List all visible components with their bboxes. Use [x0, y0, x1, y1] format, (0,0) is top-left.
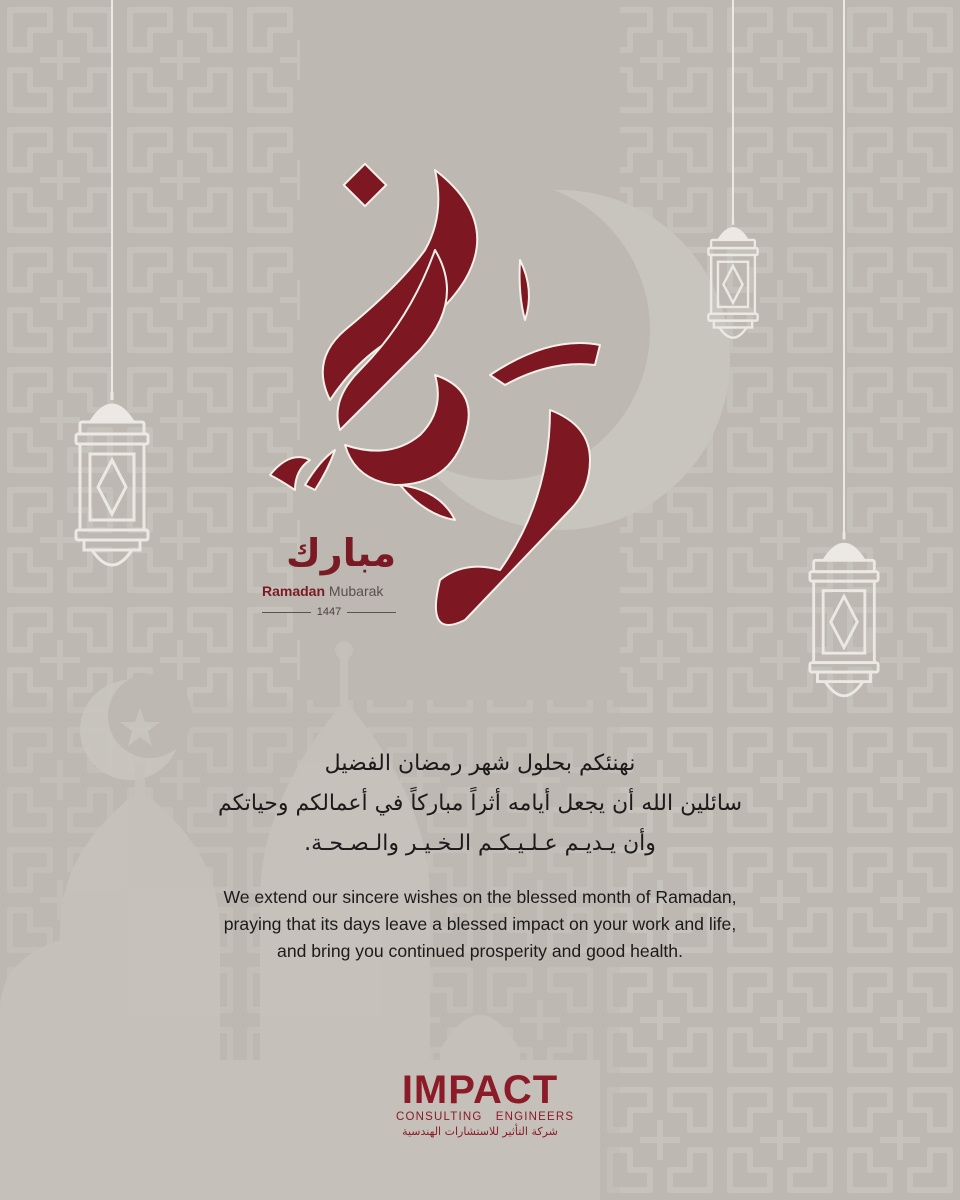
english-line: praying that its days leave a blessed impact on your work and life, [223, 914, 737, 934]
logo-arabic-name: شركة التأثير للاستشارات الهندسية [402, 1125, 558, 1138]
arabic-line: وأن يـديـم عـلـيـكـم الـخـيـر والـصـحـة. [304, 831, 656, 856]
lantern-string [111, 0, 113, 395]
logo-subtitle: CONSULTING ENGINEERS [396, 1111, 575, 1123]
arabic-message [160, 744, 800, 864]
year-label: 1447 [262, 606, 396, 618]
english-line: We extend our sincere wishes on the blessed month of Ramadan, [223, 887, 737, 907]
english-line: and bring you continued prosperity and good health. [277, 941, 683, 961]
lantern-string [732, 0, 734, 222]
logo-name: IMPACT [401, 1068, 559, 1112]
arabic-line: سائلين الله أن يجعل أيامه أثراً مباركاً في أعمالكم وحياتكم [217, 791, 743, 816]
ramadan-mubarak-english [262, 583, 422, 599]
lantern-icon [70, 390, 154, 580]
mubarak-arabic: مبارك [285, 531, 396, 575]
arabic-line: نهنئكم بحلول شهر رمضان الفضيل [324, 751, 636, 776]
mubarak-word: Mubarak [328, 583, 384, 599]
ramadan-word: Ramadan [262, 583, 326, 599]
company-logo [396, 1068, 575, 1140]
english-message [160, 884, 800, 965]
lantern-string [843, 0, 845, 535]
lantern-icon [804, 530, 884, 710]
lantern-icon [704, 218, 762, 348]
